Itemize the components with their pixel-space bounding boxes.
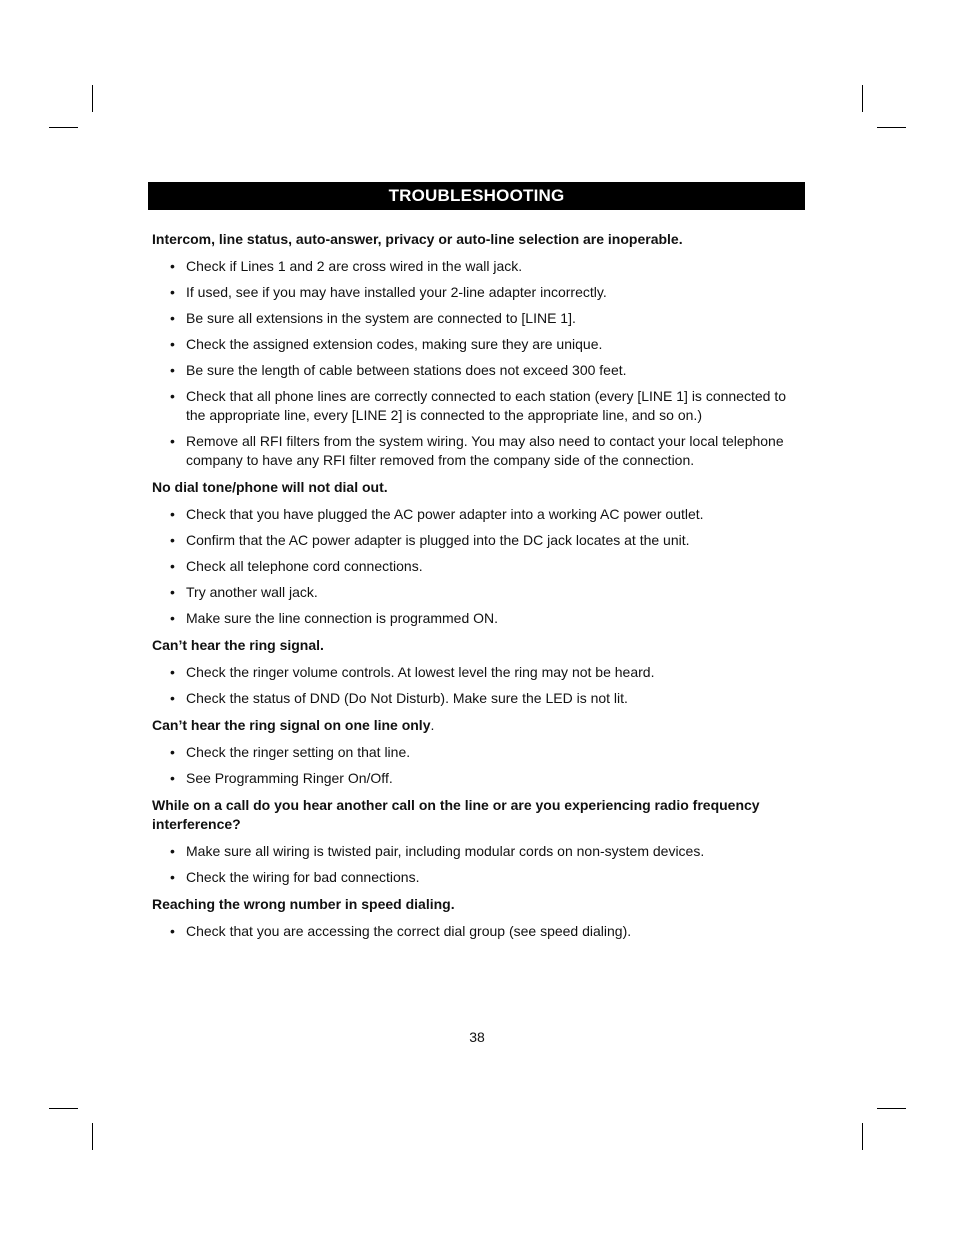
list-item-text: Be sure all extensions in the system are connected to [LINE 1].	[186, 310, 576, 326]
list-item-text: Check the ringer volume controls. At lowest level the ring may not be heard.	[186, 664, 655, 680]
section-heading-text: Reaching the wrong number in speed dialing.	[152, 896, 455, 912]
list-item	[152, 283, 804, 302]
list-item-text: Confirm that the AC power adapter is plugged into the DC jack locates at the unit.	[186, 532, 690, 548]
bullet-icon: •	[170, 923, 175, 939]
list-item-text: Check that you have plugged the AC power adapter into a working AC power outlet.	[186, 506, 704, 522]
bullet-list	[152, 663, 804, 708]
bullet-list	[152, 842, 804, 887]
list-item	[152, 689, 804, 708]
list-item	[152, 432, 804, 470]
crop-mark	[877, 127, 906, 128]
list-item	[152, 335, 804, 354]
bullet-icon: •	[170, 584, 175, 600]
bullet-list	[152, 743, 804, 788]
bullet-icon: •	[170, 558, 175, 574]
list-item-text: Remove all RFI filters from the system wiring. You may also need to contact your local telephone company to have any RFI filter removed from the company side of the connection.	[186, 433, 784, 468]
bullet-list	[152, 922, 804, 941]
list-item-text: Make sure the line connection is programmed ON.	[186, 610, 499, 626]
bullet-icon: •	[170, 744, 175, 760]
bullet-icon: •	[170, 690, 175, 706]
bullet-icon: •	[170, 433, 175, 449]
crop-mark	[49, 127, 78, 128]
list-item	[152, 309, 804, 328]
list-item-text: See Programming Ringer On/Off.	[186, 770, 393, 786]
list-item	[152, 743, 804, 762]
bullet-icon: •	[170, 610, 175, 626]
page-title: TROUBLESHOOTING	[148, 182, 805, 210]
crop-mark	[49, 1108, 78, 1109]
list-item-text: Check the status of DND (Do Not Disturb). Make sure the LED is not lit.	[186, 690, 628, 706]
bullet-list	[152, 257, 804, 470]
list-item	[152, 842, 804, 861]
section-heading-text: Can’t hear the ring signal.	[152, 637, 324, 653]
section-heading-text: Intercom, line status, auto-answer, privacy or auto-line selection are inoperable.	[152, 231, 683, 247]
list-item	[152, 922, 804, 941]
list-item-text: Check the assigned extension codes, making sure they are unique.	[186, 336, 603, 352]
bullet-list	[152, 505, 804, 628]
section-heading	[152, 716, 804, 735]
list-item-text: Check all telephone cord connections.	[186, 558, 423, 574]
bullet-icon: •	[170, 284, 175, 300]
list-item	[152, 361, 804, 380]
list-item-text: Check the ringer setting on that line.	[186, 744, 411, 760]
section-heading	[152, 636, 804, 655]
list-item	[152, 609, 804, 628]
list-item-text: Check that you are accessing the correct dial group (see speed dialing).	[186, 923, 632, 939]
list-item	[152, 769, 804, 788]
section-heading-text: While on a call do you hear another call on the line or are you experiencing radio frequency interference?	[152, 797, 760, 832]
bullet-icon: •	[170, 336, 175, 352]
crop-mark	[92, 1123, 93, 1150]
crop-mark	[92, 85, 93, 112]
section-heading-text: Can’t hear the ring signal on one line only	[152, 717, 431, 733]
list-item	[152, 868, 804, 887]
section-heading	[152, 895, 804, 914]
bullet-icon: •	[170, 664, 175, 680]
page-number: 38	[469, 1029, 485, 1045]
bullet-icon: •	[170, 770, 175, 786]
list-item-text: Make sure all wiring is twisted pair, including modular cords on non-system devices.	[186, 843, 705, 859]
bullet-icon: •	[170, 388, 175, 404]
list-item	[152, 387, 804, 425]
bullet-icon: •	[170, 869, 175, 885]
crop-mark	[862, 1123, 863, 1150]
list-item-text: Check if Lines 1 and 2 are cross wired in the wall jack.	[186, 258, 523, 274]
bullet-icon: •	[170, 310, 175, 326]
bullet-icon: •	[170, 362, 175, 378]
bullet-icon: •	[170, 258, 175, 274]
section-heading	[152, 478, 804, 497]
list-item	[152, 557, 804, 576]
list-item-text: Check that all phone lines are correctly connected to each station (every [LINE 1] is connected to the appropriate line, every [LINE 2] is connected to the appropriate line, and so on.)	[186, 388, 786, 423]
list-item	[152, 583, 804, 602]
bullet-icon: •	[170, 843, 175, 859]
bullet-icon: •	[170, 506, 175, 522]
list-item-text: Be sure the length of cable between stations does not exceed 300 feet.	[186, 362, 627, 378]
list-item-text: Check the wiring for bad connections.	[186, 869, 420, 885]
section-heading	[152, 796, 804, 834]
bullet-icon: •	[170, 532, 175, 548]
list-item	[152, 505, 804, 524]
section-heading	[152, 230, 804, 249]
list-item	[152, 663, 804, 682]
list-item-text: Try another wall jack.	[186, 584, 318, 600]
section-heading-text: No dial tone/phone will not dial out.	[152, 479, 388, 495]
list-item	[152, 531, 804, 550]
list-item	[152, 257, 804, 276]
troubleshooting-content	[152, 230, 804, 949]
crop-mark	[862, 85, 863, 112]
section-heading-tail: .	[430, 717, 435, 733]
crop-mark	[877, 1108, 906, 1109]
list-item-text: If used, see if you may have installed your 2-line adapter incorrectly.	[186, 284, 607, 300]
